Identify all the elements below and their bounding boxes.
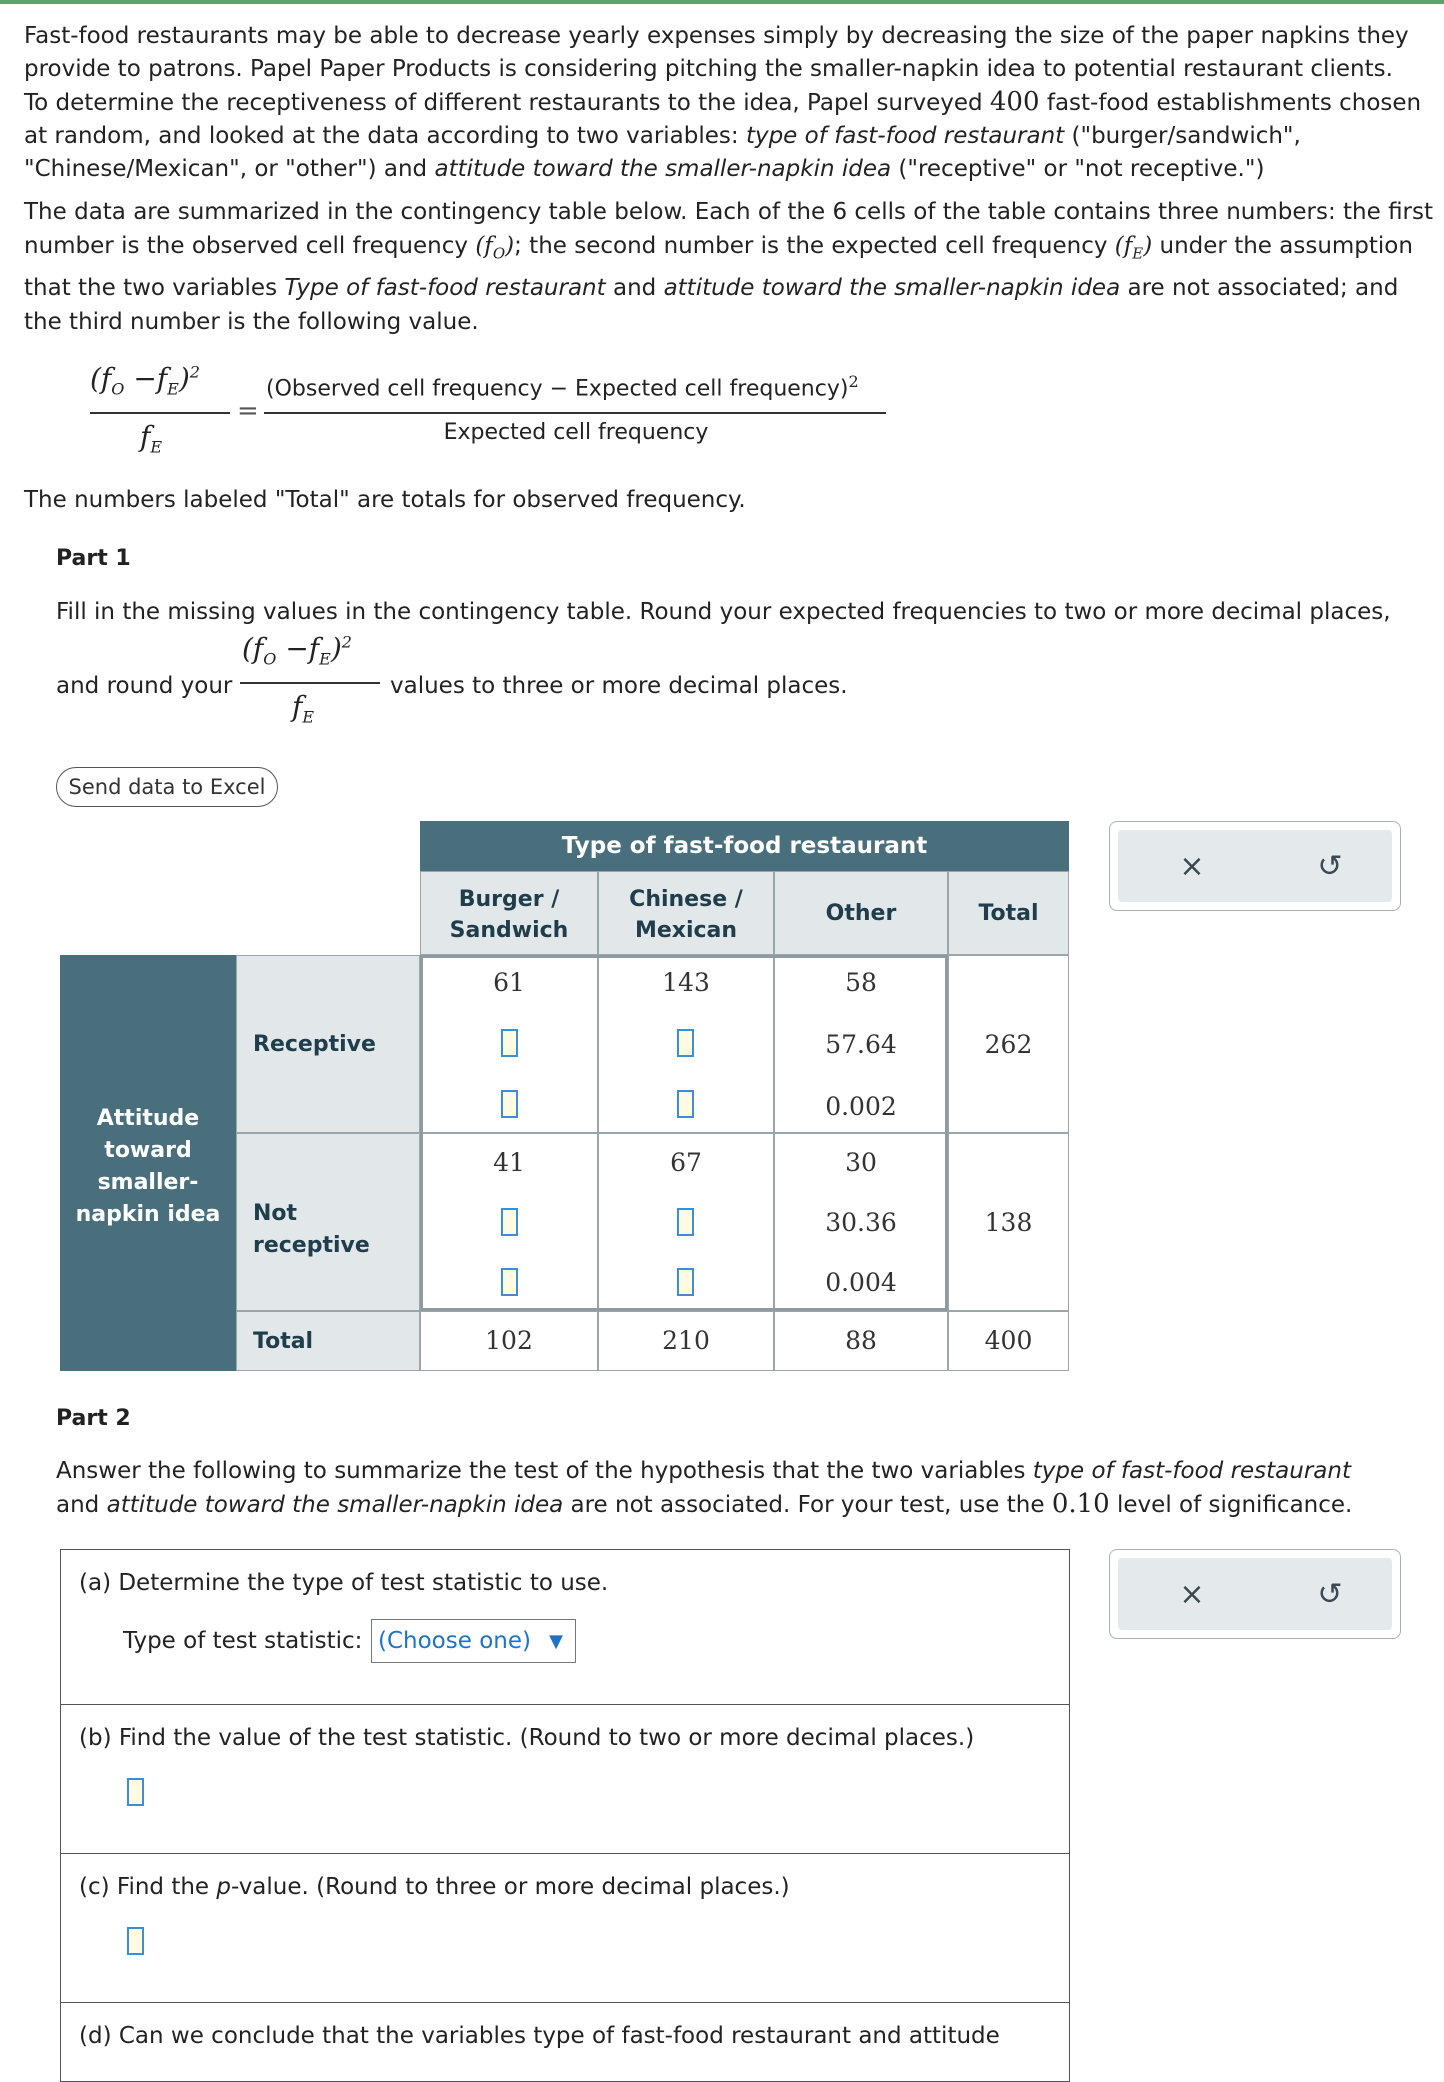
question-b-box: (b) Find the value of the test statistic. (Round to two or more decimal places.): [60, 1704, 1070, 1854]
close-icon[interactable]: ×: [1179, 848, 1205, 884]
table-description: The data are summarized in the contingency table below. Each of the 6 cells of the table contains three numbers: the first number is the observed cell frequency $(f_O)$; the second number is the expected cell frequency $(f_E)$ under the assumption that the two variables Type of fast-food restaurant and attitude toward the smaller-napkin idea are not associated; and the third number is the following value.: [24, 199, 1434, 335]
chi-component-input[interactable]: [677, 1090, 694, 1118]
dropdown-arrow-icon: ▼: [549, 1631, 563, 1652]
col-header-total: Total: [948, 871, 1069, 955]
part1-instructions-2a: and round your: [56, 673, 233, 699]
observed-value: 67: [670, 1148, 702, 1177]
row-header-not-receptive: Not receptive: [236, 1133, 420, 1311]
send-to-excel-button[interactable]: Send data to Excel: [56, 767, 278, 807]
cell-receptive-other: [774, 955, 948, 1133]
expected-value: 57.64: [825, 1030, 897, 1059]
chi-component-value: 0.002: [825, 1092, 897, 1121]
observed-value: 58: [845, 968, 877, 997]
row-group-header: Attitude toward smaller- napkin idea: [60, 955, 236, 1371]
cell-not-receptive-other: [774, 1133, 948, 1311]
chi-component-input[interactable]: [677, 1268, 694, 1296]
observed-value: 30: [845, 1148, 877, 1177]
row-header-total: Total: [236, 1311, 420, 1371]
chi-component-input[interactable]: [501, 1090, 518, 1118]
question-a-box: (a) Determine the type of test statistic to use. Type of test statistic: (Choose one) ▼: [60, 1549, 1070, 1705]
col-group-header: Type of fast-food restaurant: [420, 821, 1069, 871]
question-c-box: (c) Find the p-value. (Round to three or more decimal places.): [60, 1853, 1070, 2003]
observed-value: 143: [662, 968, 710, 997]
col-header-other: Other: [774, 871, 948, 955]
close-icon[interactable]: ×: [1179, 1576, 1205, 1612]
undo-icon[interactable]: ↺: [1317, 1576, 1343, 1612]
total-chinese: 210: [598, 1311, 774, 1371]
part1-title: Part 1: [56, 546, 131, 571]
test-statistic-input[interactable]: [127, 1778, 144, 1806]
cell-not-receptive-burger: [420, 1133, 598, 1311]
total-grand: 400: [948, 1311, 1069, 1371]
part2-intro: Answer the following to summarize the test of the hypothesis that the two variables type of fast-food restaurant and attitude toward the smaller-napkin idea are not associated. For your test, use the 0.10 level of significance.: [56, 1458, 1353, 1519]
cell-receptive-chinese: [598, 955, 774, 1133]
test-statistic-select[interactable]: (Choose one) ▼: [371, 1619, 576, 1663]
chi-component-value: 0.004: [825, 1268, 897, 1297]
intro-paragraph: Fast-food restaurants may be able to decrease yearly expenses simply by decreasing the size of the paper napkins they provide to patrons. Papel Paper Products is considering pitching the smaller-napkin idea to potential restaurant clients. To determine the receptiveness of different restaurants to the idea, Papel surveyed 400 fast-food establishments chosen at random, and looked at the data according to two variables: type of fast-food restaurant ("burger/sandwich", "Chinese/Mexican", or "other") and attitude toward the smaller-napkin idea ("receptive" or "not receptive."): [24, 23, 1422, 182]
part2-title: Part 2: [56, 1406, 131, 1431]
top-accent-bar: [0, 0, 1444, 4]
total-burger: 102: [420, 1311, 598, 1371]
col-header-burger: Burger / Sandwich: [420, 871, 598, 955]
cell-receptive-total: 262: [948, 955, 1069, 1133]
expected-input[interactable]: [677, 1208, 694, 1236]
part1-instructions-2b: values to three or more decimal places.: [390, 673, 848, 699]
observed-value: 61: [493, 968, 525, 997]
p-value-input[interactable]: [127, 1927, 144, 1955]
expected-input[interactable]: [501, 1029, 518, 1057]
observed-value: 41: [493, 1148, 525, 1177]
cell-not-receptive-total: 138: [948, 1133, 1069, 1311]
row-header-receptive: Receptive: [236, 955, 420, 1133]
part1-instructions: Fill in the missing values in the contingency table. Round your expected frequencies to two or more decimal places,: [56, 599, 1391, 625]
expected-input[interactable]: [677, 1029, 694, 1057]
undo-icon[interactable]: ↺: [1317, 848, 1343, 884]
col-header-chinese: Chinese / Mexican: [598, 871, 774, 955]
question-d-box: (d) Can we conclude that the variables type of fast-food restaurant and attitude: [60, 2002, 1070, 2082]
expected-input[interactable]: [501, 1208, 518, 1236]
cell-not-receptive-chinese: [598, 1133, 774, 1311]
part1-tool-panel: [1109, 821, 1401, 911]
expected-value: 30.36: [825, 1208, 897, 1237]
cell-receptive-burger: [420, 955, 598, 1133]
part2-tool-panel: [1109, 1549, 1401, 1639]
chi-component-input[interactable]: [501, 1268, 518, 1296]
total-other: 88: [774, 1311, 948, 1371]
totals-note: The numbers labeled "Total" are totals for observed frequency.: [24, 487, 746, 513]
